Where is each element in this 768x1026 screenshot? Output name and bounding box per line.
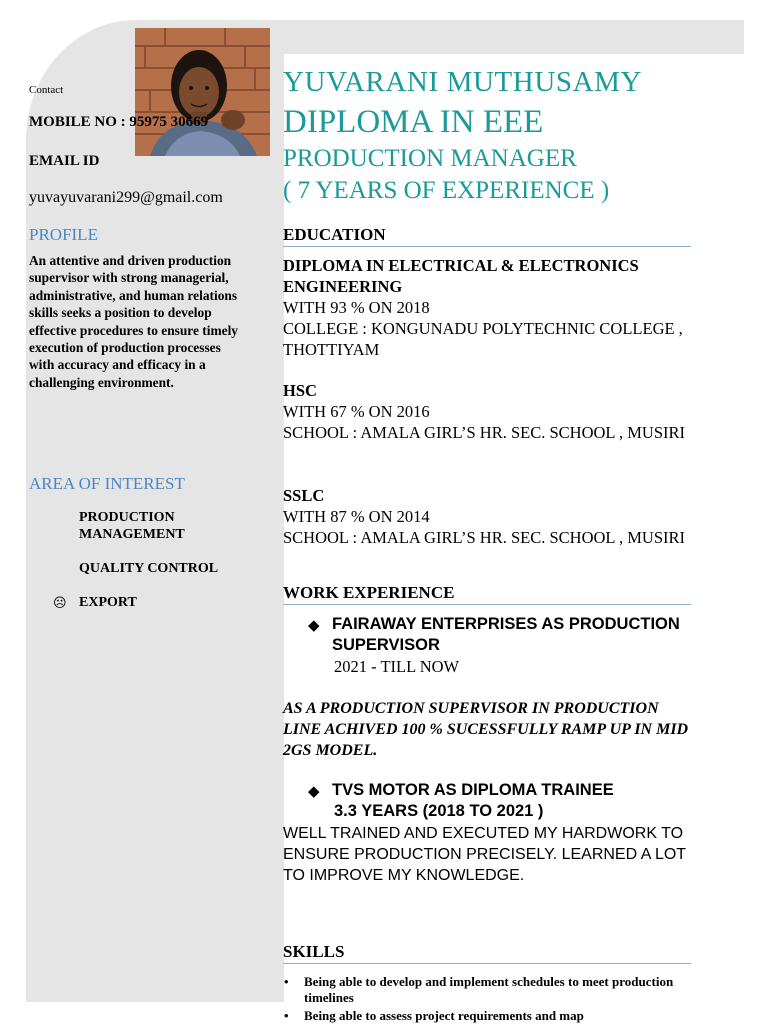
- job2-title: TVS MOTOR AS DIPLOMA TRAINEE: [332, 781, 614, 799]
- job2-description: WELL TRAINED AND EXECUTED MY HARDWORK TO ENSURE PRODUCTION PRECISELY. LEARNED A LOT TO IMPROVE MY KNOWLEDGE.: [283, 825, 686, 884]
- education-sslc: [283, 485, 693, 548]
- skill-item: [284, 1008, 704, 1024]
- bullet-dot-icon: •: [284, 974, 289, 989]
- email-address: yuvayuvarani299@gmail.com: [29, 189, 223, 206]
- job-fairaway: [308, 614, 692, 677]
- profile-summary: An attentive and driven production supervisor with strong managerial, administrative, and human relations skills seeks a position to develop effective procedures to ensure timely execution of production processes with accuracy and efficacy in a challenging environment.: [29, 253, 238, 390]
- interest-export-label: EXPORT: [79, 595, 137, 610]
- diamond-bullet-icon: ◆: [308, 618, 320, 634]
- header-band: [284, 20, 744, 54]
- diploma-score: WITH 93 % ON 2018: [283, 298, 430, 317]
- sslc-title: SSLC: [283, 486, 325, 505]
- sslc-score: WITH 87 % ON 2014: [283, 507, 430, 526]
- hsc-institution: SCHOOL : AMALA GIRL’S HR. SEC. SCHOOL , MUSIRI: [283, 423, 686, 442]
- interest-heading: AREA OF INTEREST: [29, 474, 185, 493]
- job1-title: FAIRAWAY ENTERPRISES AS PRODUCTION SUPERVISOR: [332, 615, 680, 654]
- candidate-experience: ( 7 YEARS OF EXPERIENCE ): [283, 177, 610, 204]
- candidate-name: YUVARANI MUTHUSAMY: [283, 66, 643, 98]
- interest-item-production: PRODUCTION MANAGEMENT: [79, 510, 185, 542]
- education-hsc: [283, 380, 693, 443]
- bullet-dot-icon: •: [284, 1008, 289, 1023]
- interest-item-quality: QUALITY CONTROL: [79, 561, 219, 576]
- job1-period: 2021 - TILL NOW: [334, 657, 460, 676]
- contact-label: Contact: [29, 84, 64, 96]
- interest-item-export: [53, 594, 269, 611]
- candidate-degree: DIPLOMA IN EEE: [283, 104, 544, 140]
- work-heading: WORK EXPERIENCE: [283, 583, 691, 605]
- sslc-institution: SCHOOL : AMALA GIRL’S HR. SEC. SCHOOL , MUSIRI: [283, 528, 686, 547]
- candidate-role: PRODUCTION MANAGER: [283, 145, 577, 172]
- skill-text: Being able to assess project requirements and map: [304, 1008, 584, 1023]
- diamond-bullet-icon: ◆: [308, 784, 320, 800]
- skill-text: Being able to develop and implement schedules to meet production timelines: [304, 974, 674, 1005]
- skills-heading: SKILLS: [283, 942, 691, 964]
- email-label: EMAIL ID: [29, 153, 100, 169]
- diploma-institution: COLLEGE : KONGUNADU POLYTECHNIC COLLEGE , THOTTIYAM: [283, 319, 683, 359]
- profile-heading: PROFILE: [29, 225, 98, 244]
- job-tvs: [308, 780, 692, 822]
- job2-period: 3.3 YEARS (2018 TO 2021 ): [334, 802, 544, 820]
- mobile-number: MOBILE NO : 95975 30669: [29, 114, 209, 130]
- education-diploma: [283, 255, 693, 360]
- job1-achievement: AS A PRODUCTION SUPERVISOR IN PRODUCTION LINE ACHIVED 100 % SUCESSFULLY RAMP UP IN MID 2GS MODEL.: [283, 700, 689, 759]
- frown-icon: ☹: [53, 595, 67, 610]
- hsc-score: WITH 67 % ON 2016: [283, 402, 430, 421]
- profile-photo: [135, 28, 270, 156]
- skill-item: [284, 974, 704, 1006]
- skills-list: [284, 974, 704, 1026]
- hsc-title: HSC: [283, 381, 317, 400]
- diploma-title: DIPLOMA IN ELECTRICAL & ELECTRONICS ENGINEERING: [283, 256, 639, 296]
- education-heading: EDUCATION: [283, 225, 691, 247]
